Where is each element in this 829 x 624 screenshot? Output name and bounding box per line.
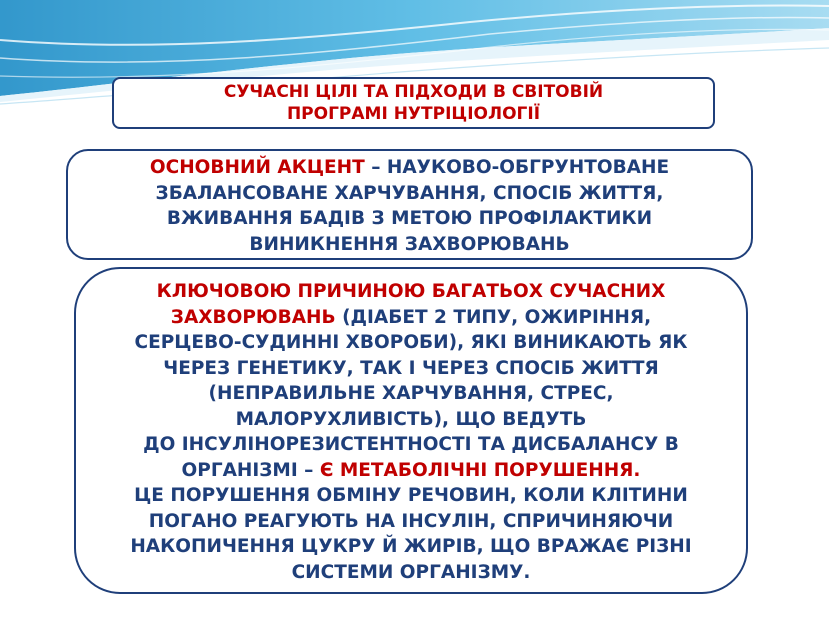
cause-text: ОРГАНІЗМІ – [181,459,320,481]
cause-highlight: ЗАХВОРЮВАНЬ [170,306,336,328]
cause-line [76,458,746,484]
cause-line: ПОГАНО РЕАГУЮТЬ НА ІНСУЛІН, СПРИЧИНЯЮЧИ [148,510,674,532]
cause-highlight: Є МЕТАБОЛІЧНІ ПОРУШЕННЯ. [319,459,641,481]
cause-line: НАКОПИЧЕННЯ ЦУКРУ Й ЖИРІВ, ЩО ВРАЖАЄ РІЗНІ [130,536,692,557]
cause-line: МАЛОРУХЛИВІСТЬ), ЩО ВЕДУТЬ [235,408,587,430]
cause-line: СИСТЕМИ ОРГАНІЗМУ. [291,561,531,583]
slide-title-box [112,77,715,129]
key-cause-box [74,267,748,594]
cause-line: ЧЕРЕЗ ГЕНЕТИКУ, ТАК І ЧЕРЕЗ СПОСІБ ЖИТТЯ [163,357,659,379]
accent-line: ВИНИКНЕННЯ ЗАХВОРЮВАНЬ [249,233,570,255]
slide-title-line: СУЧАСНІ ЦІЛІ ТА ПІДХОДИ В СВІТОВІЙ [223,82,604,102]
cause-line: (НЕПРАВИЛЬНЕ ХАРЧУВАННЯ, СТРЕС, [208,383,614,404]
main-accent-box [66,149,753,260]
accent-highlight: ОСНОВНИЙ АКЦЕНТ [149,157,365,178]
cause-line: ДО ІНСУЛІНОРЕЗИСТЕНТНОСТІ ТА ДИСБАЛАНСУ В [143,434,679,455]
accent-text: – НАУКОВО-ОБГРУНТОВАНЕ [364,157,670,178]
cause-line: ЦЕ ПОРУШЕННЯ ОБМІНУ РЕЧОВИН, КОЛИ КЛІТИНИ [134,485,688,506]
accent-line [68,155,751,181]
cause-line: СЕРЦЕВО-СУДИННІ ХВОРОБИ), ЯКІ ВИНИКАЮТЬ ЯК [134,332,688,353]
cause-highlight: КЛЮЧОВОЮ ПРИЧИНОЮ БАГАТЬОХ СУЧАСНИХ [156,281,666,302]
slide-title-line: ПРОГРАМІ НУТРІЦІОЛОГІЇ [286,104,541,124]
cause-line [76,305,746,331]
accent-line: ВЖИВАННЯ БАДІВ З МЕТОЮ ПРОФІЛАКТИКИ [166,208,653,229]
accent-line: ЗБАЛАНСОВАНЕ ХАРЧУВАННЯ, СПОСІБ ЖИТТЯ, [155,182,664,204]
cause-text: (ДІАБЕТ 2 ТИПУ, ОЖИРІННЯ, [335,306,652,328]
